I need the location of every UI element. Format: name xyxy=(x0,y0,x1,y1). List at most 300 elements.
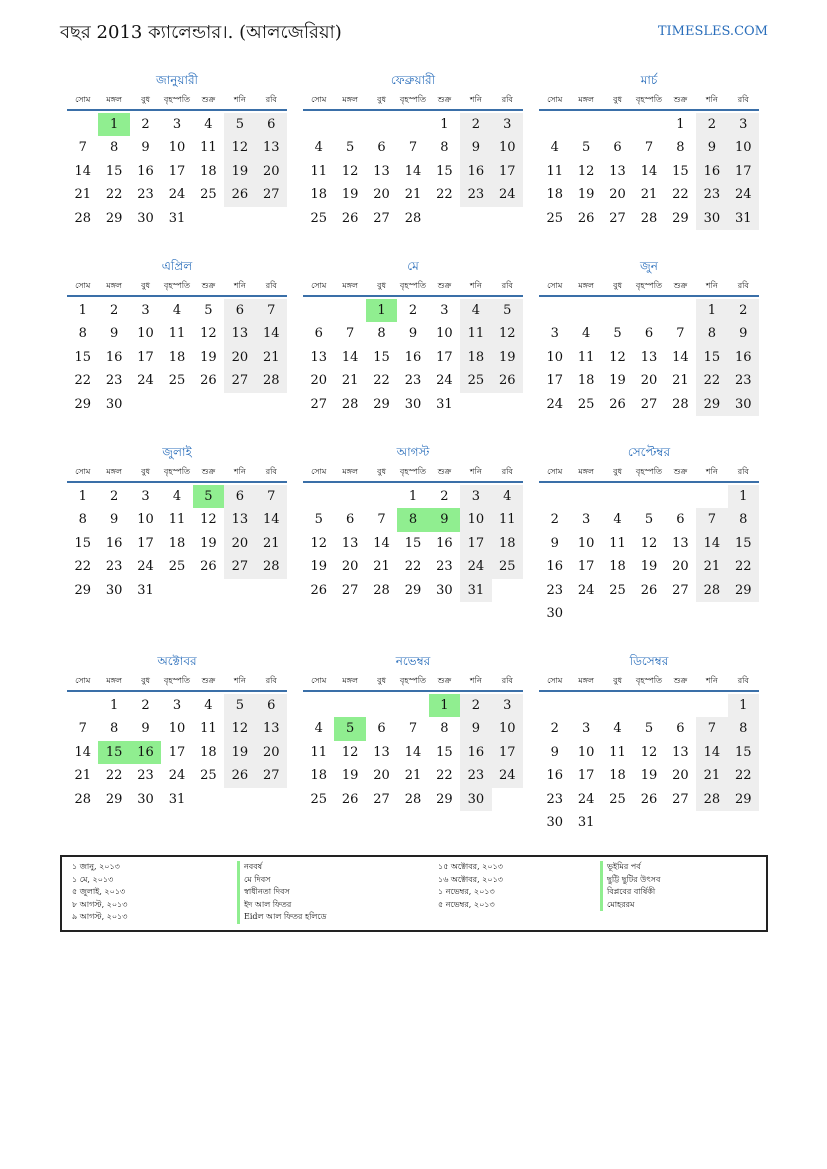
calendar-day[interactable]: 24 xyxy=(168,768,186,784)
calendar-day[interactable]: 16 xyxy=(436,535,453,551)
calendar-day[interactable]: 10 xyxy=(137,326,154,342)
calendar-day[interactable]: 14 xyxy=(696,532,727,555)
calendar-day[interactable]: 24 xyxy=(492,183,523,206)
calendar-day[interactable]: 31 xyxy=(137,582,154,598)
calendar-day[interactable]: 17 xyxy=(546,373,563,389)
calendar-day[interactable]: 22 xyxy=(728,555,759,578)
calendar-day[interactable]: 12 xyxy=(200,512,217,528)
calendar-day[interactable]: 10 xyxy=(728,136,759,159)
calendar-day[interactable]: 14 xyxy=(74,744,91,760)
calendar-day[interactable]: 25 xyxy=(310,791,327,807)
calendar-day[interactable]: 1 xyxy=(429,694,460,717)
calendar-day[interactable]: 21 xyxy=(696,555,727,578)
calendar-day[interactable]: 15 xyxy=(74,535,91,551)
calendar-day[interactable]: 23 xyxy=(728,369,759,392)
calendar-day[interactable]: 21 xyxy=(373,559,390,575)
calendar-day[interactable]: 21 xyxy=(74,187,91,203)
calendar-day[interactable]: 29 xyxy=(436,791,453,807)
calendar-day[interactable]: 27 xyxy=(224,555,255,578)
calendar-day[interactable]: 23 xyxy=(546,582,563,598)
calendar-day[interactable]: 17 xyxy=(460,532,491,555)
calendar-day[interactable]: 26 xyxy=(341,210,359,226)
calendar-day[interactable]: 19 xyxy=(341,768,359,784)
calendar-day[interactable]: 7 xyxy=(696,508,727,531)
calendar-day[interactable]: 12 xyxy=(341,163,359,179)
calendar-day[interactable]: 3 xyxy=(550,326,559,342)
calendar-day[interactable]: 29 xyxy=(373,396,390,412)
calendar-day[interactable]: 8 xyxy=(78,326,87,342)
calendar-day[interactable]: 25 xyxy=(310,210,327,226)
calendar-day[interactable]: 29 xyxy=(74,582,91,598)
calendar-day[interactable]: 7 xyxy=(644,140,654,156)
calendar-day[interactable]: 20 xyxy=(373,187,390,203)
calendar-day[interactable]: 9 xyxy=(109,512,119,528)
calendar-day[interactable]: 18 xyxy=(492,532,523,555)
calendar-day[interactable]: 7 xyxy=(78,721,87,737)
calendar-day[interactable]: 2 xyxy=(109,303,119,318)
calendar-day[interactable]: 27 xyxy=(640,396,658,412)
calendar-day[interactable]: 9 xyxy=(728,322,759,345)
calendar-day[interactable]: 23 xyxy=(105,559,123,575)
calendar-day[interactable]: 25 xyxy=(546,210,563,226)
calendar-day[interactable]: 26 xyxy=(341,791,359,807)
calendar-day[interactable]: 28 xyxy=(373,582,390,598)
calendar-day[interactable]: 6 xyxy=(613,140,622,156)
calendar-day[interactable]: 20 xyxy=(672,559,689,575)
calendar-day[interactable]: 7 xyxy=(377,512,386,528)
calendar-day[interactable]: 5 xyxy=(644,721,654,737)
calendar-day[interactable]: 1 xyxy=(408,489,418,504)
calendar-day[interactable]: 19 xyxy=(200,349,217,365)
calendar-day[interactable]: 13 xyxy=(609,163,626,179)
calendar-day[interactable]: 23 xyxy=(137,768,154,784)
calendar-day[interactable]: 29 xyxy=(696,393,727,416)
calendar-day[interactable]: 5 xyxy=(644,512,654,528)
calendar-day[interactable]: 12 xyxy=(640,535,658,551)
calendar-day[interactable]: 5 xyxy=(193,485,224,508)
calendar-day[interactable]: 6 xyxy=(377,721,386,737)
calendar-day[interactable]: 22 xyxy=(74,559,91,575)
calendar-day[interactable]: 25 xyxy=(168,559,186,575)
calendar-day[interactable]: 1 xyxy=(696,299,727,322)
calendar-day[interactable]: 2 xyxy=(109,489,119,504)
calendar-day[interactable]: 20 xyxy=(310,373,327,389)
calendar-day[interactable]: 30 xyxy=(546,606,563,621)
calendar-day[interactable]: 4 xyxy=(204,698,213,713)
calendar-day[interactable]: 7 xyxy=(256,485,287,508)
calendar-day[interactable]: 26 xyxy=(224,183,255,206)
calendar-day[interactable]: 1 xyxy=(109,698,119,713)
calendar-day[interactable]: 15 xyxy=(74,349,91,365)
calendar-day[interactable]: 8 xyxy=(78,512,87,528)
calendar-day[interactable]: 20 xyxy=(256,741,287,764)
calendar-day[interactable]: 27 xyxy=(373,210,390,226)
calendar-day[interactable]: 18 xyxy=(200,744,217,760)
calendar-day[interactable]: 8 xyxy=(728,508,759,531)
calendar-day[interactable]: 24 xyxy=(577,582,595,598)
calendar-day[interactable]: 9 xyxy=(696,136,727,159)
calendar-day[interactable]: 2 xyxy=(550,721,559,737)
calendar-day[interactable]: 12 xyxy=(577,163,595,179)
calendar-day[interactable]: 7 xyxy=(408,721,418,737)
calendar-day[interactable]: 28 xyxy=(341,396,359,412)
calendar-day[interactable]: 2 xyxy=(460,113,491,136)
calendar-day[interactable]: 21 xyxy=(341,373,359,389)
calendar-day[interactable]: 12 xyxy=(224,717,255,740)
calendar-day[interactable]: 12 xyxy=(224,136,255,159)
calendar-day[interactable]: 9 xyxy=(460,717,491,740)
calendar-day[interactable]: 5 xyxy=(345,140,355,156)
calendar-day[interactable]: 17 xyxy=(137,349,154,365)
calendar-day[interactable]: 8 xyxy=(440,140,449,156)
calendar-day[interactable]: 28 xyxy=(640,210,658,226)
calendar-day[interactable]: 22 xyxy=(436,187,453,203)
calendar-day[interactable]: 17 xyxy=(436,349,453,365)
calendar-day[interactable]: 16 xyxy=(460,741,491,764)
calendar-day[interactable]: 20 xyxy=(341,559,359,575)
calendar-day[interactable]: 22 xyxy=(696,369,727,392)
calendar-day[interactable]: 19 xyxy=(609,373,626,389)
calendar-day[interactable]: 10 xyxy=(492,136,523,159)
calendar-day[interactable]: 24 xyxy=(728,183,759,206)
calendar-day[interactable]: 11 xyxy=(310,744,327,760)
calendar-day[interactable]: 24 xyxy=(137,373,154,389)
calendar-day[interactable]: 9 xyxy=(408,326,418,342)
calendar-day[interactable]: 28 xyxy=(74,791,91,807)
calendar-day[interactable]: 2 xyxy=(440,489,449,504)
calendar-day[interactable]: 24 xyxy=(168,187,186,203)
calendar-day[interactable]: 8 xyxy=(728,717,759,740)
calendar-day[interactable]: 1 xyxy=(78,489,87,504)
calendar-day[interactable]: 7 xyxy=(408,140,418,156)
calendar-day[interactable]: 3 xyxy=(492,694,523,717)
calendar-day[interactable]: 31 xyxy=(460,579,491,602)
calendar-day[interactable]: 26 xyxy=(492,369,523,392)
calendar-day[interactable]: 8 xyxy=(440,721,449,737)
calendar-day[interactable]: 4 xyxy=(314,140,323,156)
calendar-day[interactable]: 13 xyxy=(672,744,689,760)
calendar-day[interactable]: 1 xyxy=(676,117,685,132)
calendar-day[interactable]: 15 xyxy=(696,346,727,369)
calendar-day[interactable]: 11 xyxy=(577,349,595,365)
calendar-day[interactable]: 17 xyxy=(168,744,186,760)
calendar-day[interactable]: 5 xyxy=(581,140,591,156)
calendar-day[interactable]: 2 xyxy=(141,698,150,713)
calendar-day[interactable]: 8 xyxy=(109,140,119,156)
calendar-day[interactable]: 4 xyxy=(172,303,182,318)
calendar-day[interactable]: 24 xyxy=(460,555,491,578)
calendar-day[interactable]: 13 xyxy=(256,136,287,159)
calendar-day[interactable]: 3 xyxy=(460,485,491,508)
calendar-day[interactable]: 18 xyxy=(460,346,491,369)
calendar-day[interactable]: 26 xyxy=(310,582,327,598)
calendar-day[interactable]: 28 xyxy=(256,369,287,392)
calendar-day[interactable]: 10 xyxy=(577,535,595,551)
calendar-day[interactable]: 17 xyxy=(168,163,186,179)
calendar-day[interactable]: 21 xyxy=(672,373,689,389)
calendar-day[interactable]: 13 xyxy=(640,349,658,365)
calendar-day[interactable]: 31 xyxy=(728,207,759,230)
calendar-day[interactable]: 9 xyxy=(141,140,150,156)
calendar-day[interactable]: 7 xyxy=(696,717,727,740)
calendar-day[interactable]: 22 xyxy=(436,768,453,784)
calendar-day[interactable]: 12 xyxy=(492,322,523,345)
calendar-day[interactable]: 3 xyxy=(492,113,523,136)
calendar-day[interactable]: 3 xyxy=(728,113,759,136)
calendar-day[interactable]: 21 xyxy=(640,187,658,203)
calendar-day[interactable]: 11 xyxy=(546,163,563,179)
calendar-day[interactable]: 15 xyxy=(105,163,123,179)
calendar-day[interactable]: 11 xyxy=(310,163,327,179)
calendar-day[interactable]: 4 xyxy=(581,326,591,342)
calendar-day[interactable]: 14 xyxy=(373,535,390,551)
calendar-day[interactable]: 13 xyxy=(672,535,689,551)
calendar-day[interactable]: 22 xyxy=(74,373,91,389)
calendar-day[interactable]: 20 xyxy=(373,768,390,784)
calendar-day[interactable]: 20 xyxy=(224,532,255,555)
calendar-day[interactable]: 28 xyxy=(696,579,727,602)
calendar-day[interactable]: 13 xyxy=(373,744,390,760)
calendar-day[interactable]: 14 xyxy=(256,322,287,345)
calendar-day[interactable]: 5 xyxy=(224,694,255,717)
calendar-day[interactable]: 1 xyxy=(366,299,397,322)
calendar-day[interactable]: 20 xyxy=(224,346,255,369)
calendar-day[interactable]: 25 xyxy=(609,582,626,598)
calendar-day[interactable]: 15 xyxy=(436,744,453,760)
calendar-day[interactable]: 19 xyxy=(492,346,523,369)
calendar-day[interactable]: 6 xyxy=(224,299,255,322)
calendar-day[interactable]: 9 xyxy=(109,326,119,342)
calendar-day[interactable]: 22 xyxy=(404,559,422,575)
calendar-day[interactable]: 18 xyxy=(310,768,327,784)
calendar-day[interactable]: 17 xyxy=(577,559,595,575)
calendar-day[interactable]: 11 xyxy=(609,744,626,760)
calendar-day[interactable]: 27 xyxy=(256,183,287,206)
calendar-day[interactable]: 21 xyxy=(74,768,91,784)
calendar-day[interactable]: 22 xyxy=(672,187,689,203)
calendar-day[interactable]: 10 xyxy=(577,744,595,760)
calendar-day[interactable]: 25 xyxy=(460,369,491,392)
calendar-day[interactable]: 4 xyxy=(550,140,559,156)
calendar-day[interactable]: 13 xyxy=(256,717,287,740)
calendar-day[interactable]: 23 xyxy=(546,791,563,807)
calendar-day[interactable]: 5 xyxy=(613,326,622,342)
calendar-day[interactable]: 17 xyxy=(728,160,759,183)
calendar-day[interactable]: 16 xyxy=(460,160,491,183)
calendar-day[interactable]: 26 xyxy=(640,791,658,807)
calendar-day[interactable]: 5 xyxy=(492,299,523,322)
calendar-day[interactable]: 16 xyxy=(546,768,563,784)
calendar-day[interactable]: 2 xyxy=(696,113,727,136)
calendar-day[interactable]: 17 xyxy=(492,741,523,764)
calendar-day[interactable]: 7 xyxy=(345,326,355,342)
calendar-day[interactable]: 12 xyxy=(200,326,217,342)
calendar-day[interactable]: 19 xyxy=(200,535,217,551)
calendar-day[interactable]: 24 xyxy=(436,373,453,389)
calendar-day[interactable]: 17 xyxy=(577,768,595,784)
calendar-day[interactable]: 19 xyxy=(341,187,359,203)
calendar-day[interactable]: 11 xyxy=(168,326,186,342)
calendar-day[interactable]: 27 xyxy=(310,396,327,412)
calendar-day[interactable]: 13 xyxy=(310,349,327,365)
calendar-day[interactable]: 28 xyxy=(74,210,91,226)
calendar-day[interactable]: 14 xyxy=(672,349,689,365)
calendar-day[interactable]: 3 xyxy=(440,303,449,318)
calendar-day[interactable]: 28 xyxy=(404,210,422,226)
calendar-day[interactable]: 18 xyxy=(609,768,626,784)
calendar-day[interactable]: 4 xyxy=(492,485,523,508)
calendar-day[interactable]: 23 xyxy=(436,559,453,575)
calendar-day[interactable]: 29 xyxy=(404,582,422,598)
calendar-day[interactable]: 19 xyxy=(224,160,255,183)
calendar-day[interactable]: 21 xyxy=(404,768,422,784)
calendar-day[interactable]: 4 xyxy=(460,299,491,322)
calendar-day[interactable]: 25 xyxy=(492,555,523,578)
calendar-day[interactable]: 7 xyxy=(676,326,685,342)
calendar-day[interactable]: 23 xyxy=(137,187,154,203)
calendar-day[interactable]: 31 xyxy=(168,791,186,807)
calendar-day[interactable]: 31 xyxy=(577,815,595,830)
calendar-day[interactable]: 22 xyxy=(728,764,759,787)
calendar-day[interactable]: 21 xyxy=(696,764,727,787)
calendar-day[interactable]: 26 xyxy=(200,373,217,389)
calendar-day[interactable]: 3 xyxy=(141,489,150,504)
calendar-day[interactable]: 27 xyxy=(373,791,390,807)
calendar-day[interactable]: 30 xyxy=(696,207,727,230)
calendar-day[interactable]: 14 xyxy=(696,741,727,764)
calendar-day[interactable]: 23 xyxy=(460,764,491,787)
calendar-day[interactable]: 27 xyxy=(672,582,689,598)
calendar-day[interactable]: 4 xyxy=(613,721,622,737)
calendar-day[interactable]: 16 xyxy=(546,559,563,575)
calendar-day[interactable]: 9 xyxy=(460,136,491,159)
calendar-day[interactable]: 30 xyxy=(105,582,123,598)
calendar-day[interactable]: 10 xyxy=(137,512,154,528)
calendar-day[interactable]: 15 xyxy=(728,741,759,764)
calendar-day[interactable]: 2 xyxy=(141,117,150,132)
calendar-day[interactable]: 8 xyxy=(377,326,386,342)
calendar-day[interactable]: 10 xyxy=(168,721,186,737)
calendar-day[interactable]: 30 xyxy=(460,788,491,811)
calendar-day[interactable]: 11 xyxy=(609,535,626,551)
calendar-day[interactable]: 24 xyxy=(492,764,523,787)
calendar-day[interactable]: 9 xyxy=(550,744,559,760)
calendar-day[interactable]: 30 xyxy=(137,791,154,807)
calendar-day[interactable]: 6 xyxy=(256,113,287,136)
calendar-day[interactable]: 4 xyxy=(204,117,213,132)
calendar-day[interactable]: 2 xyxy=(550,512,559,528)
calendar-day[interactable]: 3 xyxy=(581,721,591,737)
calendar-day[interactable]: 16 xyxy=(130,741,161,764)
calendar-day[interactable]: 12 xyxy=(609,349,626,365)
calendar-day[interactable]: 29 xyxy=(105,210,123,226)
calendar-day[interactable]: 10 xyxy=(168,140,186,156)
calendar-day[interactable]: 28 xyxy=(404,791,422,807)
calendar-day[interactable]: 18 xyxy=(577,373,595,389)
calendar-day[interactable]: 19 xyxy=(224,741,255,764)
calendar-day[interactable]: 8 xyxy=(109,721,119,737)
calendar-day[interactable]: 15 xyxy=(672,163,689,179)
calendar-day[interactable]: 16 xyxy=(105,349,123,365)
calendar-day[interactable]: 8 xyxy=(676,140,685,156)
calendar-day[interactable]: 28 xyxy=(696,788,727,811)
calendar-day[interactable]: 20 xyxy=(609,187,626,203)
calendar-day[interactable]: 24 xyxy=(577,791,595,807)
calendar-day[interactable]: 6 xyxy=(644,326,654,342)
calendar-day[interactable]: 13 xyxy=(224,322,255,345)
calendar-day[interactable]: 30 xyxy=(137,210,154,226)
calendar-day[interactable]: 4 xyxy=(613,512,622,528)
calendar-day[interactable]: 28 xyxy=(256,555,287,578)
calendar-day[interactable]: 8 xyxy=(696,322,727,345)
calendar-day[interactable]: 6 xyxy=(345,512,355,528)
calendar-day[interactable]: 18 xyxy=(168,535,186,551)
calendar-day[interactable]: 2 xyxy=(408,303,418,318)
calendar-day[interactable]: 12 xyxy=(341,744,359,760)
calendar-day[interactable]: 6 xyxy=(256,694,287,717)
calendar-day[interactable]: 13 xyxy=(224,508,255,531)
calendar-day[interactable]: 26 xyxy=(200,559,217,575)
calendar-day[interactable]: 2 xyxy=(460,694,491,717)
calendar-day[interactable]: 19 xyxy=(640,559,658,575)
calendar-day[interactable]: 29 xyxy=(74,396,91,412)
calendar-day[interactable]: 5 xyxy=(334,717,365,740)
calendar-day[interactable]: 31 xyxy=(436,396,453,412)
calendar-day[interactable]: 15 xyxy=(373,349,390,365)
calendar-day[interactable]: 9 xyxy=(429,508,460,531)
calendar-day[interactable]: 13 xyxy=(373,163,390,179)
calendar-day[interactable]: 22 xyxy=(373,373,390,389)
calendar-day[interactable]: 18 xyxy=(168,349,186,365)
calendar-day[interactable]: 22 xyxy=(105,768,123,784)
calendar-day[interactable]: 23 xyxy=(460,183,491,206)
calendar-day[interactable]: 31 xyxy=(168,210,186,226)
calendar-day[interactable]: 5 xyxy=(204,303,213,318)
calendar-day[interactable]: 6 xyxy=(314,326,323,342)
calendar-day[interactable]: 16 xyxy=(404,349,422,365)
calendar-day[interactable]: 30 xyxy=(728,393,759,416)
calendar-day[interactable]: 14 xyxy=(404,744,422,760)
calendar-day[interactable]: 4 xyxy=(314,721,323,737)
calendar-day[interactable]: 11 xyxy=(168,512,186,528)
calendar-day[interactable]: 1 xyxy=(98,113,129,136)
calendar-day[interactable]: 25 xyxy=(609,791,626,807)
calendar-day[interactable]: 16 xyxy=(696,160,727,183)
calendar-day[interactable]: 25 xyxy=(168,373,186,389)
calendar-day[interactable]: 3 xyxy=(581,512,591,528)
calendar-day[interactable]: 24 xyxy=(546,396,563,412)
calendar-day[interactable]: 18 xyxy=(200,163,217,179)
calendar-day[interactable]: 21 xyxy=(256,346,287,369)
calendar-day[interactable]: 20 xyxy=(256,160,287,183)
calendar-day[interactable]: 9 xyxy=(141,721,150,737)
calendar-day[interactable]: 18 xyxy=(310,187,327,203)
calendar-day[interactable]: 29 xyxy=(672,210,689,226)
calendar-day[interactable]: 1 xyxy=(440,117,449,132)
calendar-day[interactable]: 21 xyxy=(256,532,287,555)
calendar-day[interactable]: 3 xyxy=(172,117,182,132)
calendar-day[interactable]: 20 xyxy=(640,373,658,389)
site-link[interactable]: TIMESLES.COM xyxy=(657,24,768,39)
calendar-day[interactable]: 30 xyxy=(436,582,453,598)
calendar-day[interactable]: 8 xyxy=(397,508,428,531)
calendar-day[interactable]: 15 xyxy=(436,163,453,179)
calendar-day[interactable]: 16 xyxy=(105,535,123,551)
calendar-day[interactable]: 29 xyxy=(728,579,759,602)
calendar-day[interactable]: 23 xyxy=(696,183,727,206)
calendar-day[interactable]: 16 xyxy=(728,346,759,369)
calendar-day[interactable]: 15 xyxy=(404,535,422,551)
